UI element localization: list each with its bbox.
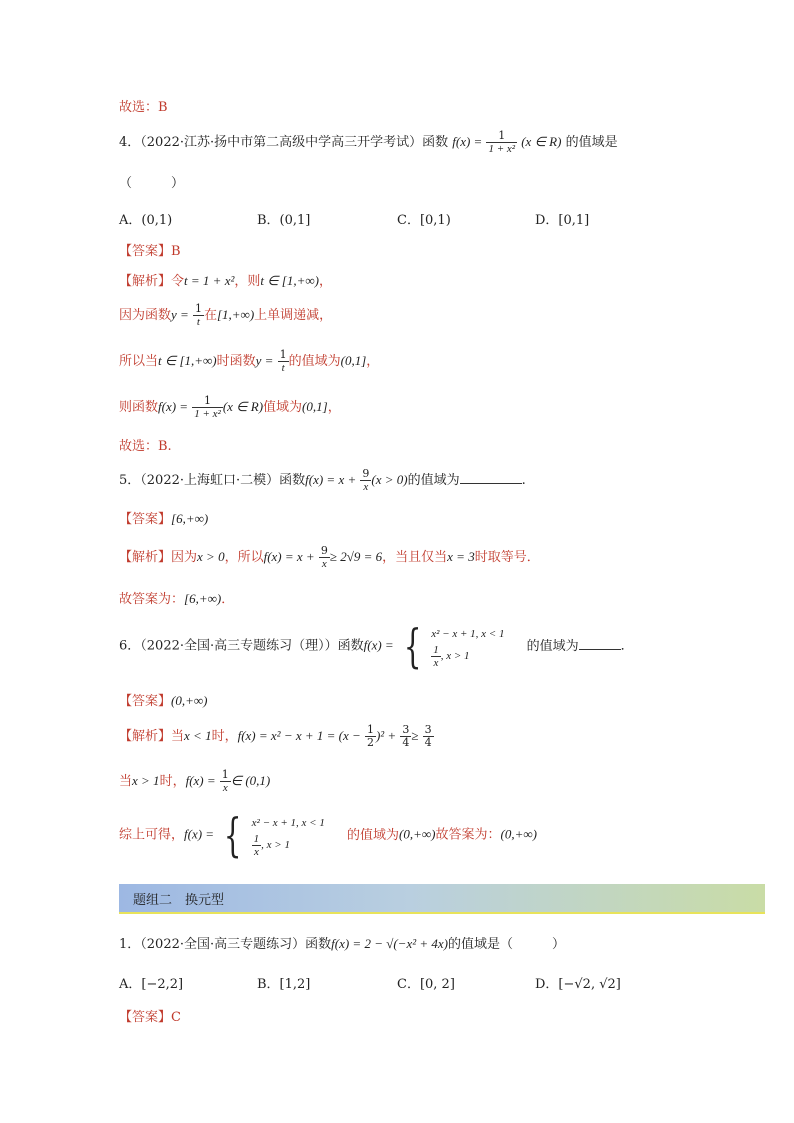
q5-a1-den: x	[321, 558, 327, 570]
q4-paren: （ ）	[119, 176, 185, 191]
q4-domain: (x ∈ R)	[521, 134, 562, 149]
q6-case2-den: x	[433, 656, 439, 669]
q6-a2-text: 当	[119, 774, 133, 789]
q6-a3-case2-num: 1	[253, 832, 260, 845]
analysis-tag: 【解析】	[119, 550, 172, 565]
q5-a1-fx: f(x) = x +	[263, 549, 315, 564]
q4-end-text: 故选：B.	[119, 439, 172, 454]
q6-a3-text: 综上可得，	[119, 827, 185, 843]
q4-a1-text-c: ，	[319, 274, 333, 289]
q6-a1-half-num: 1	[366, 723, 374, 736]
q4-a4-num: 1	[192, 395, 223, 408]
q4-den: 1 + x²	[488, 143, 516, 155]
q4-a2-text-c: 上单调递减，	[254, 308, 333, 323]
q6-answer-blank[interactable]	[579, 649, 621, 650]
q4-a3-value: (0,1]	[340, 353, 367, 368]
q6-a1-3-den: 4	[402, 736, 410, 749]
q4-a3-num: 1	[279, 348, 287, 361]
q4-a3-text: 所以当	[119, 354, 159, 369]
left-brace-icon: {	[224, 808, 242, 862]
q4-a4-text-c: ，	[327, 400, 341, 415]
q5-analysis	[119, 545, 540, 570]
q4-a1-text-b: ，则	[234, 274, 261, 289]
q6-case2	[431, 644, 504, 669]
q6-suffix: 的值域为	[526, 638, 579, 654]
q6-a1-three-quarters-2	[423, 724, 434, 749]
q6-a1-three-quarters	[400, 724, 411, 749]
q5-fx: f(x) = x +	[305, 472, 357, 487]
q6-a2-value: ∈ (0,1)	[230, 773, 271, 788]
q6-a1-half	[365, 724, 376, 749]
q4-a4-text: 则函数	[119, 400, 159, 415]
q6-answer	[119, 690, 207, 709]
q4-a2-text: 因为函数	[119, 308, 172, 323]
q6-a3-case1: x² − x + 1, x < 1	[251, 816, 325, 829]
analysis-tag: 【解析】	[119, 274, 172, 289]
q5-domain: (x > 0)	[371, 472, 408, 487]
q5-end-dot: ．	[221, 592, 235, 607]
g2q1-suffix: 的值域是（ ）	[448, 937, 566, 952]
q6-case2-cond: , x > 1	[440, 649, 470, 662]
g2q1-option-b[interactable]: B．[1,2]	[257, 977, 311, 992]
g2q1-prefix: 1．（2022·全国·高三专题练习）函数	[119, 937, 332, 952]
q5-answer	[119, 508, 208, 527]
q5-a1-text-c: ，当且仅当	[382, 550, 448, 565]
q4-a3-text-c: 的值域为	[288, 354, 341, 369]
q4-options	[119, 209, 719, 227]
q6-a3-value2: (0,+∞)	[500, 826, 537, 842]
q6-a2-frac	[220, 769, 231, 794]
q6-a1-3-num: 3	[402, 723, 410, 736]
q6-stem	[119, 619, 634, 673]
g2q1-stem	[119, 933, 565, 952]
q6-prefix: 6．（2022·全国·高三专题练习（理））函数	[119, 638, 364, 654]
q4-fx: f(x) =	[452, 134, 483, 149]
q6-dot: ．	[620, 638, 634, 654]
q4-a3-frac	[278, 349, 289, 374]
q4-fraction	[486, 130, 517, 155]
q6-analysis-1	[119, 724, 434, 749]
q6-a3-value: (0,+∞)	[399, 826, 436, 842]
g2q1-options	[119, 973, 719, 991]
q6-a3-case2	[252, 833, 325, 858]
q6-a3-text-c: 故答案为：	[435, 827, 501, 843]
q5-end-value: [6,+∞)	[184, 591, 222, 606]
q6-a2-fx: f(x) =	[185, 773, 216, 788]
q5-a1-ineq: ≥ 2√9 = 6	[329, 549, 383, 564]
q4-option-a[interactable]: A．(0,1)	[119, 213, 173, 228]
prev-choice-text: 故选：B	[119, 100, 168, 115]
q4-answer	[119, 240, 181, 259]
q4-a4-den: 1 + x²	[194, 408, 221, 420]
q5-num: 9	[362, 467, 370, 480]
q4-a4-domain: (x ∈ R)	[222, 399, 264, 414]
answer-tag: 【答案】	[119, 694, 172, 709]
q6-a3-cases	[252, 813, 325, 858]
q6-a1-ge: ≥	[411, 728, 419, 743]
q4-analysis-4	[119, 395, 341, 420]
q4-stem	[119, 130, 618, 155]
q4-option-c[interactable]: C．[0,1)	[397, 213, 451, 228]
q5-dot: .	[521, 473, 526, 488]
q4-analysis-2	[119, 303, 332, 328]
q4-a3-text-d: ，	[366, 354, 380, 369]
q6-a3-case2-den: x	[253, 845, 259, 858]
q4-a3-den: t	[281, 362, 285, 374]
q6-a1-math: x < 1	[184, 728, 212, 743]
q6-a1-3-num2: 3	[424, 723, 432, 736]
q4-suffix: 的值域是	[565, 135, 618, 150]
q6-case2-num: 1	[433, 643, 439, 656]
q4-a2-frac	[193, 303, 204, 328]
q6-a1-text-b: 时，	[211, 729, 238, 744]
q6-a1-3-den2: 4	[424, 736, 432, 749]
q6-answer-value: (0,+∞)	[171, 693, 208, 708]
q5-a1-text-b: ，所以	[224, 550, 264, 565]
q6-a2-num: 1	[221, 768, 229, 781]
q5-end	[119, 588, 234, 607]
q6-fx: f(x) =	[363, 637, 394, 653]
q6-a2-den: x	[222, 782, 228, 794]
g2q1-fx: f(x) = 2 − √(−x² + 4x)	[331, 936, 448, 951]
q5-prefix: 5．（2022·上海虹口·二模）函数	[119, 473, 306, 488]
q4-a2-text-b: 在	[203, 308, 217, 323]
q6-a1-square: )² +	[375, 728, 397, 743]
q6-cases	[431, 624, 504, 669]
q4-a4-fx: f(x) =	[158, 399, 189, 414]
q4-a1-math: t = 1 + x²	[184, 273, 235, 288]
g2q1-option-a[interactable]: A．[−2,2]	[119, 977, 184, 992]
q4-a4-value: (0,1]	[302, 399, 328, 414]
analysis-tag: 【解析】	[119, 729, 172, 744]
g2q1-answer	[119, 1006, 181, 1025]
q5-frac	[360, 468, 371, 493]
q4-a3-t: t ∈ [1,+∞)	[158, 353, 217, 368]
q6-analysis-3	[119, 808, 537, 862]
q5-answer-blank[interactable]	[460, 483, 522, 484]
q4-a3-y: y =	[255, 353, 274, 368]
answer-tag: 【答案】	[119, 1010, 172, 1025]
q4-end	[119, 435, 172, 454]
q4-analysis-3	[119, 349, 379, 374]
q6-a3-case2-cond: , x > 1	[261, 838, 290, 851]
q5-a1-math: x > 0	[197, 549, 225, 564]
q4-option-d[interactable]: D．[0,1]	[535, 213, 590, 228]
g2q1-answer-value: C	[171, 1010, 181, 1025]
q4-a2-interval: [1,+∞)	[216, 307, 255, 322]
q6-a1-half-den: 2	[366, 736, 374, 749]
answer-tag: 【答案】	[119, 244, 172, 259]
q4-prefix: 4．（2022·江苏·扬中市第二高级中学高三开学考试）函数	[119, 135, 449, 150]
prev-answer-line	[119, 96, 168, 115]
q5-suffix: 的值域为	[407, 473, 460, 488]
q4-answer-value: B	[171, 244, 181, 259]
q6-a2-text-b: 时，	[159, 774, 186, 789]
q5-den: x	[363, 481, 369, 493]
q4-a2-num: 1	[194, 302, 202, 315]
q6-a3-fx: f(x) =	[184, 826, 215, 842]
q5-a1-text: 因为	[171, 550, 198, 565]
section-header	[119, 884, 765, 914]
g2q1-option-c[interactable]: C．[0, 2]	[397, 977, 455, 992]
q6-analysis-2	[119, 769, 270, 794]
q6-case1: x² − x + 1, x < 1	[431, 627, 505, 640]
q6-a1-text: 当	[171, 729, 185, 744]
q5-a1-text-d: 时取等号．	[474, 550, 540, 565]
q4-option-b[interactable]: B．(0,1]	[257, 213, 311, 228]
q4-analysis-1	[119, 270, 332, 289]
q5-end-text: 故答案为：	[119, 592, 185, 607]
q4-a2-y: y =	[171, 307, 189, 322]
q6-a2-math: x > 1	[132, 773, 160, 788]
answer-tag: 【答案】	[119, 512, 172, 527]
left-brace-icon: {	[403, 619, 422, 673]
q4-num: 1	[486, 130, 517, 143]
q5-stem	[119, 468, 526, 493]
q4-a1-text: 令	[171, 274, 185, 289]
q4-a2-den: t	[196, 316, 200, 328]
q4-a3-text-b: 时函数	[216, 354, 256, 369]
q5-answer-value: [6,+∞)	[171, 511, 209, 526]
q5-a1-x: x = 3	[447, 549, 475, 564]
g2q1-option-d[interactable]: D．[−√2, √2]	[535, 977, 621, 992]
section-title: 题组二 换元型	[133, 893, 225, 908]
q5-a1-num: 9	[320, 544, 328, 557]
q4-a4-text-b: 值域为	[263, 400, 303, 415]
q6-a1-fx: f(x) = x² − x + 1 = (x −	[237, 728, 361, 743]
q5-a1-frac	[319, 545, 330, 570]
q6-a3-text-b: 的值域为	[347, 827, 400, 843]
q4-a4-frac	[192, 395, 223, 420]
q4-a1-math2: t ∈ [1,+∞)	[260, 273, 319, 288]
